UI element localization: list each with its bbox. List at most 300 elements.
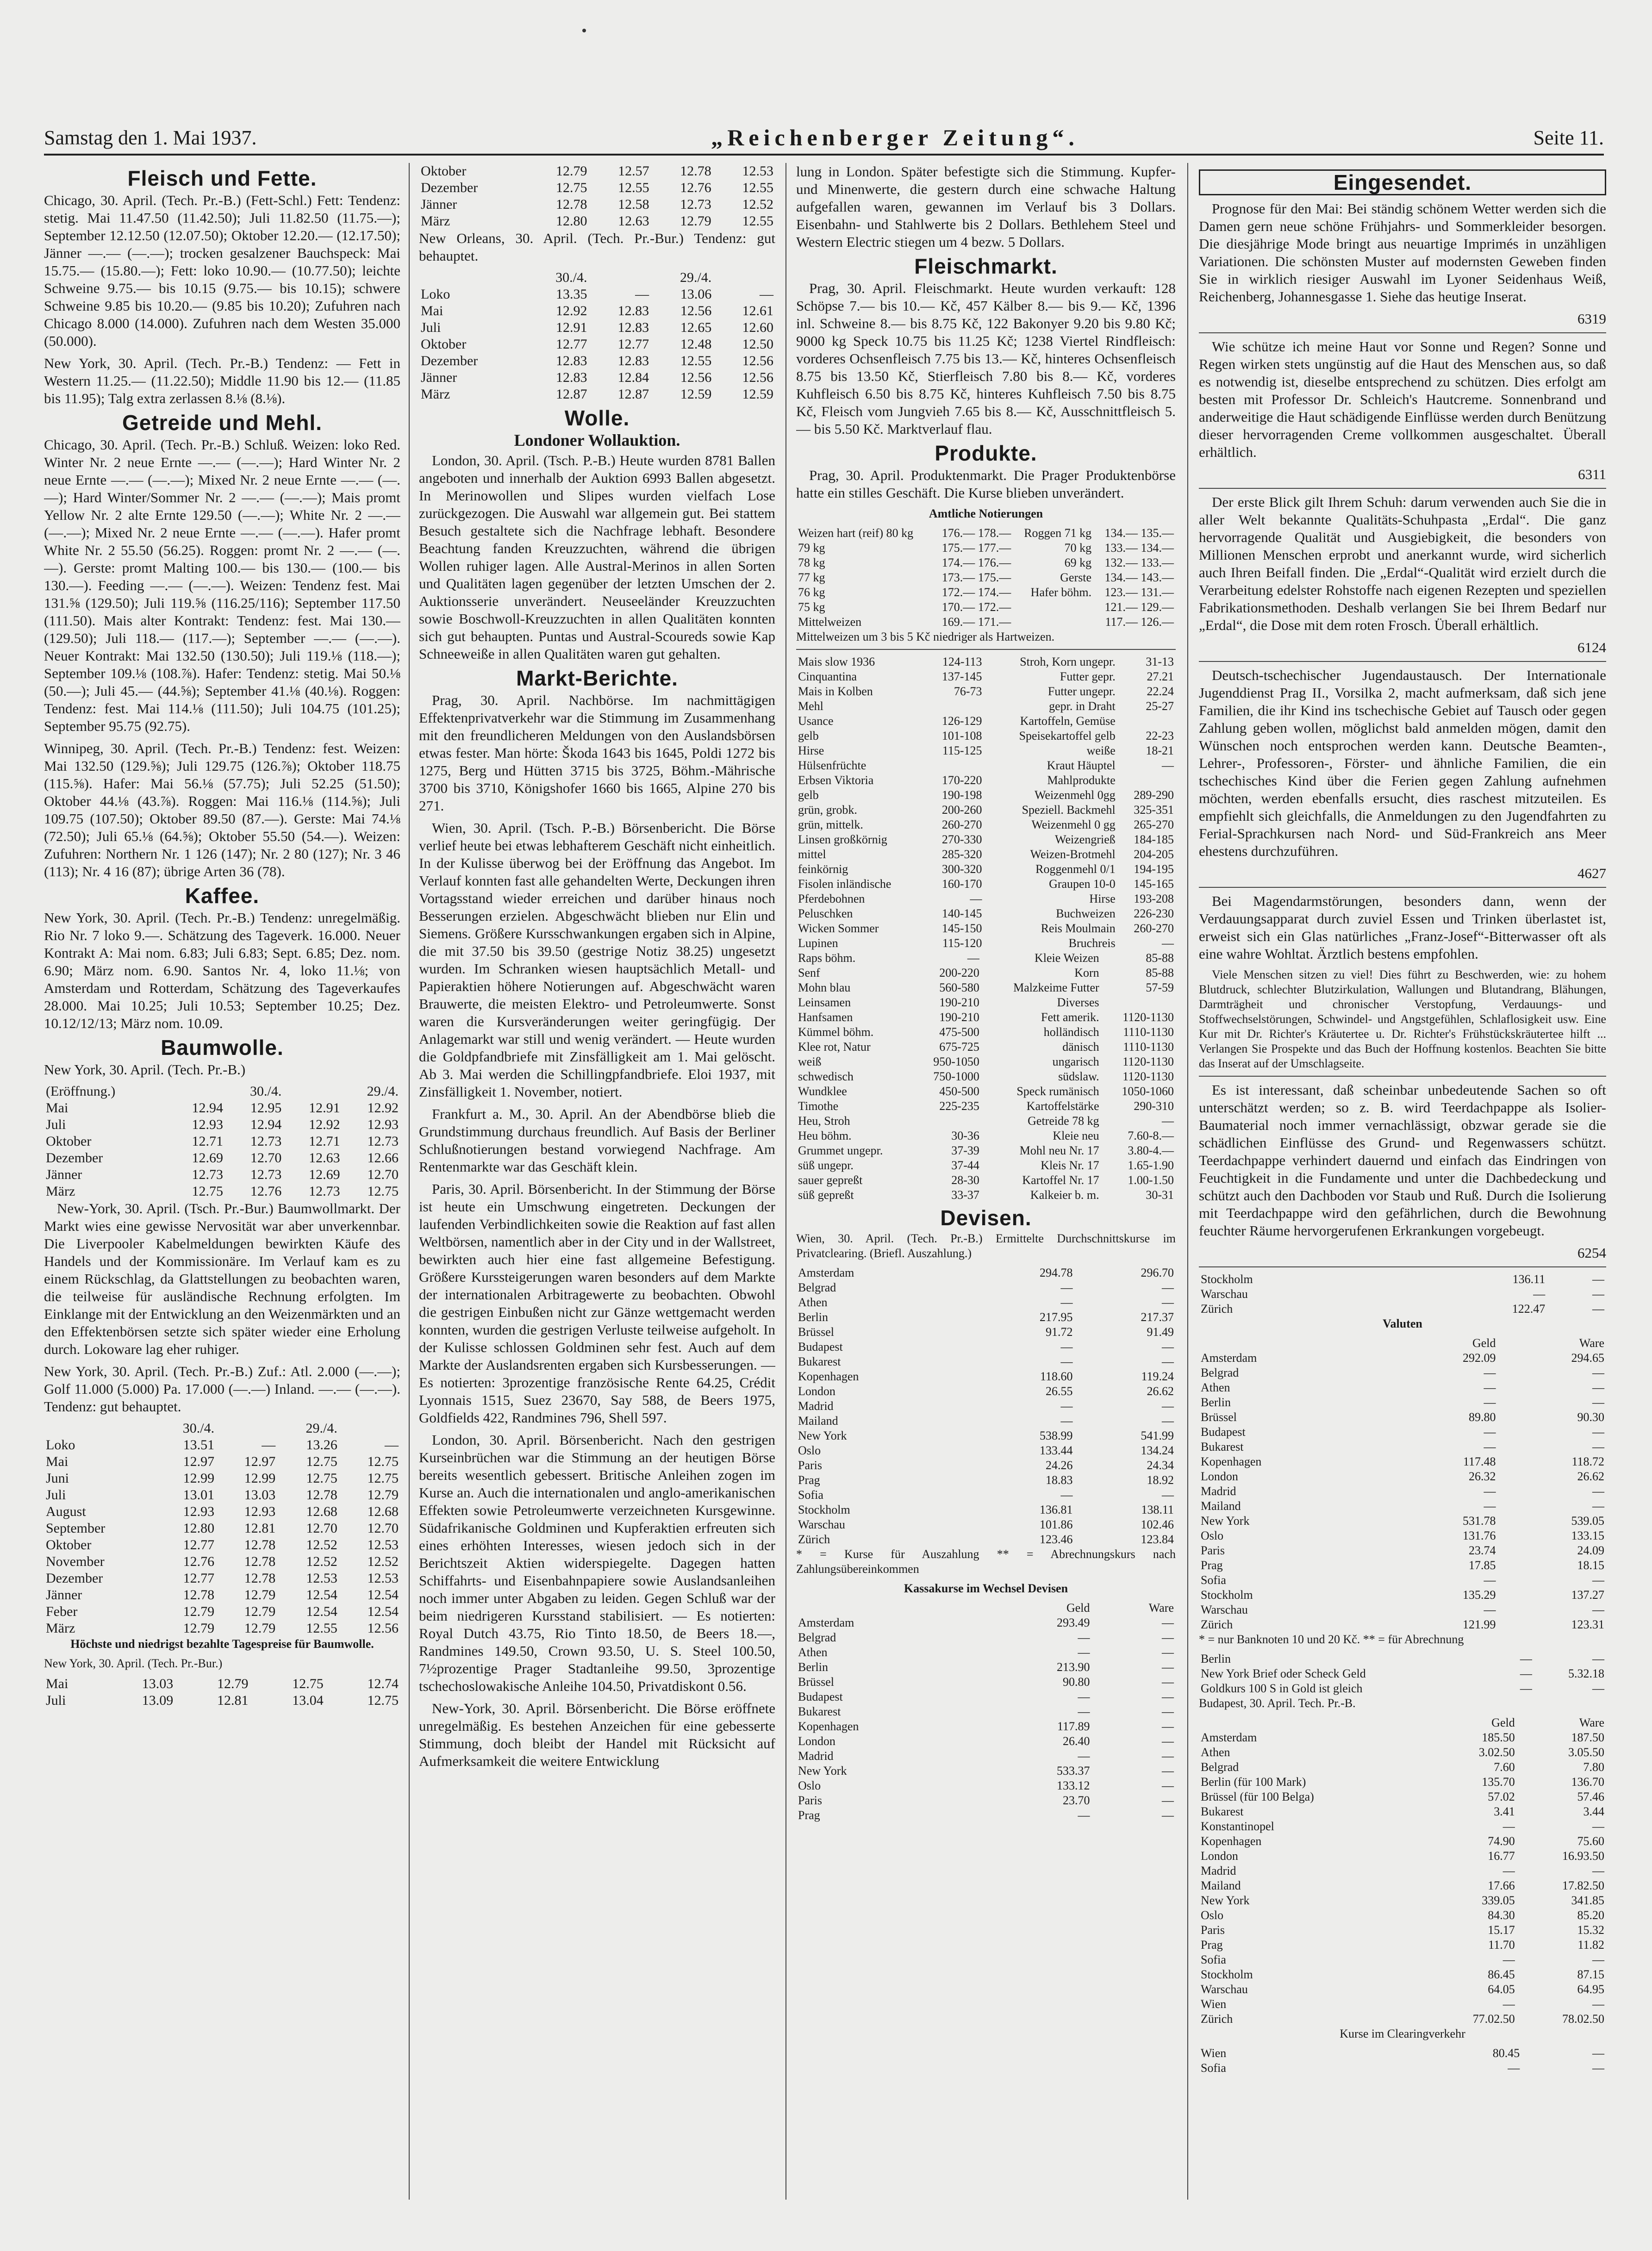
table-header-row [44, 1083, 400, 1100]
table-cell: 115-120 [942, 936, 982, 950]
table-row [796, 980, 1176, 995]
table-row [1199, 1380, 1606, 1395]
table-cell: 70 kg [1064, 541, 1092, 555]
table-cell: 57.46 [1577, 1790, 1604, 1803]
notice-number: 6311 [1578, 466, 1606, 482]
table-cell: 126-129 [941, 714, 982, 728]
table-header-cell: (Eröffnung.) [46, 1084, 116, 1099]
table-cell: 1120-1130 [1122, 1055, 1174, 1068]
row-label: Berlin [798, 1660, 828, 1674]
table-cell: 91.72 [1046, 1325, 1073, 1339]
table-cell: 12.79 [183, 1621, 215, 1636]
row-label: Linsen großkörnig [798, 833, 887, 846]
table-cell: 1.65-1.90 [1128, 1159, 1174, 1172]
table-cell: 12.56 [742, 370, 773, 385]
table-cell: 15.17 [1488, 1923, 1515, 1937]
notice-teerdachpappe: Es ist interessant, daß scheinbar unbedeutende Sachen so oft unterschätzt werden; so z. B. wird Teerdachpappe als Isolier-Baumaterial noch immer vernachlässigt, obzwar gerade sie die schädlichen Einflüsse des Grund- und Regenwassers schützt. Teerdachpappe verhindert dauernd und einfach das Eindringen von Feuchtigkeit in die Fundamente und unter die Dachbedeckung und schützt auch den Dachboden vor Staub und Ruß. Durch die Isolierung mit Teerdachpappe wird den gefährlichen, durch die Bewohnung feuchter Räume hervorgerufenen Erkrankungen vorgebeugt. [1199, 1082, 1606, 1239]
table-cell: 133.44 [1040, 1444, 1073, 1457]
table-devisen-top [1199, 1272, 1606, 1316]
table-cell: 270-330 [941, 833, 982, 846]
table-row [796, 1630, 1176, 1645]
table-cell: — [1484, 1381, 1496, 1394]
table-cell: 57.02 [1488, 1790, 1515, 1803]
table-row [1199, 1819, 1606, 1834]
table-cell: 260-270 [1134, 922, 1174, 935]
table-cell: — [1592, 1272, 1604, 1286]
table-row [1199, 1484, 1606, 1499]
row-label: Oktober [421, 337, 467, 352]
table-cell: 74.90 [1488, 1834, 1515, 1848]
table-cell: Kraut Häuptel [1047, 759, 1116, 772]
row-label: Oslo [1201, 1529, 1224, 1542]
table-cell: 12.73 [680, 197, 711, 212]
table-row [796, 1054, 1176, 1069]
table-cell: 12.54 [306, 1604, 337, 1619]
table-cell: 12.50 [742, 337, 773, 352]
table-cell: 12.69 [192, 1150, 224, 1166]
table-cell: 122.47 [1512, 1302, 1546, 1316]
table-row [796, 847, 1176, 862]
table-row [796, 541, 1176, 555]
row-label: März [421, 213, 450, 229]
table-header-cell [1199, 1336, 1389, 1351]
table-header-row [1199, 1715, 1606, 1730]
table-header-cell [1199, 1715, 1427, 1730]
table-cell: — [1162, 1631, 1174, 1644]
table-row [44, 1587, 400, 1603]
table-row [796, 995, 1176, 1010]
table-cell: 57-59 [1146, 981, 1174, 994]
row-label: Prag [1201, 1559, 1223, 1572]
table-cell: 26.55 [1046, 1384, 1073, 1398]
row-label: Oslo [798, 1444, 821, 1457]
table-cell: 102.46 [1141, 1518, 1174, 1531]
column-4 [1199, 163, 1606, 2200]
table-cell: — [1502, 1820, 1515, 1833]
table-cell: 123.— 131.— [1104, 586, 1174, 599]
table-row [796, 615, 1176, 630]
row-label: Paris [1201, 1923, 1225, 1937]
table-cell: 85-88 [1146, 951, 1174, 965]
table-cell: 12.92 [309, 1117, 340, 1132]
table-cell: 12.52 [306, 1554, 337, 1569]
article-kaffee: New York, 30. April. (Tech. Pr.-B.) Tendenz: unregelmäßig. Rio Nr. 7 loko 9.—. Schätzung des Tageverk. 16.000. Neuer Kontrakt A: Mai nom. 6.83; Juli 6.83; Sept. 6.85; Dez. nom. 6.90; März nom. 6.90. Santos Nr. 4, loko 11.⅛; von Amsterdam und Rotterdam, Schätzung des Tageverkaufes 28.000. Mai 10.25; Juli 10.53; September 10.25; Dez. 10.12/12/13; März nom. 10.09. [44, 910, 400, 1031]
table-row [1199, 2012, 1606, 2027]
table-row [1199, 1997, 1606, 2012]
table-cell: 18.83 [1046, 1473, 1073, 1487]
table-cell: 11.70 [1488, 1938, 1515, 1952]
table-cell: 101.86 [1040, 1518, 1073, 1531]
row-label: Jänner [46, 1587, 82, 1603]
table-cell: 12.54 [367, 1604, 399, 1619]
row-label: Loko [46, 1437, 75, 1453]
table-cell: 85-88 [1146, 966, 1174, 979]
table-cell: 290-310 [1134, 1099, 1174, 1113]
table-cell: 12.58 [618, 197, 649, 212]
row-label: Jänner [421, 197, 457, 212]
table-row [796, 862, 1176, 877]
row-label: Cinquantina [798, 670, 857, 683]
table-cell: 538.99 [1040, 1429, 1073, 1442]
table-cell: 145-165 [1134, 877, 1174, 891]
row-label: Sofia [1201, 1573, 1226, 1587]
row-label: Fisolen inländische [798, 877, 891, 891]
table-cell: 12.53 [306, 1571, 337, 1586]
table-cell: — [1162, 1764, 1174, 1777]
table-header-cell: 29./4. [305, 1421, 337, 1436]
table-row [796, 936, 1176, 951]
table-row [1199, 1666, 1606, 1681]
row-label: schwedisch [798, 1070, 854, 1083]
table-row [44, 1620, 400, 1637]
table-cell: 12.69 [309, 1167, 340, 1182]
table-row [796, 803, 1176, 817]
section-title-baumwolle: Baumwolle. [161, 1035, 284, 1060]
table-cell: 90.80 [1063, 1675, 1090, 1689]
table-row [796, 729, 1176, 743]
divider [1199, 488, 1606, 489]
table-cell: — [1502, 1953, 1515, 1966]
table-cell: 12.56 [367, 1621, 399, 1636]
table-cell: — [385, 1437, 399, 1453]
table-row [796, 1808, 1176, 1823]
row-label: New York Brief oder Scheck Geld [1201, 1667, 1366, 1680]
row-label: Stockholm [1201, 1588, 1253, 1602]
notice-number: 4627 [1577, 865, 1606, 881]
table-cell: 339.05 [1482, 1894, 1515, 1907]
table-cell: 260-270 [941, 818, 982, 831]
table-cell: — [1060, 1296, 1073, 1309]
table-cell: — [1592, 1864, 1604, 1877]
row-label: Dezember [421, 180, 478, 195]
table-row [796, 1645, 1176, 1660]
row-label: Prag [798, 1473, 820, 1487]
table-caption: Kassakurse im Wechsel Devisen [904, 1582, 1068, 1595]
row-label: Mohn blau [798, 981, 851, 994]
table-row [1199, 1617, 1606, 1632]
table-caption: Wien, 30. April. (Tech. Pr.-B.) Ermittelte Durchschnittskurse im Privatclearing. (Briefl. Auszahlung.) [796, 1232, 1176, 1260]
table-cell: Diverses [1057, 996, 1099, 1009]
table-cell: 1120-1130 [1122, 1070, 1174, 1083]
table-cell: 12.52 [367, 1554, 399, 1569]
row-label: Sofia [1201, 2061, 1226, 2075]
table-cell: 190-198 [941, 788, 982, 802]
row-label: Mailand [1201, 1879, 1241, 1892]
table-cell: 533.37 [1057, 1764, 1090, 1777]
table-cell: 12.63 [309, 1150, 340, 1166]
row-label: Mais in Kolben [798, 685, 873, 698]
table-cell: — [1162, 1646, 1174, 1659]
table-cell: 118.72 [1571, 1455, 1604, 1468]
table-cell: Futter ungepr. [1047, 685, 1116, 698]
article-prag: Prag, 30. April. Nachbörse. Im nachmittägigen Effektenprivatverkehr war die Stimmung im Zusammenhang mit den freundlicheren Meldungen von den Auslandsbörsen etwas fester. Man hörte: Škoda 1643 bis 1645, Poldi 1272 bis 1275, Berg und Hütten 3715 bis 3725, Böhm.-Mährische 3700 bis 3710, Königshofer 1660 bis 1665, Alpine 270 bis 271. [419, 692, 775, 814]
row-label: Wien [1201, 2046, 1227, 2060]
row-label: New York [1201, 1894, 1250, 1907]
table-row [796, 1749, 1176, 1764]
table-row [796, 906, 1176, 921]
table-cell: — [1520, 1652, 1532, 1665]
table-cell: 12.92 [367, 1100, 399, 1116]
table-row [419, 163, 775, 180]
row-label: Dezember [46, 1571, 103, 1586]
table-cell: 176.— 178.— [941, 526, 1011, 540]
table-cell: 89.80 [1469, 1410, 1496, 1424]
table-cell [915, 1114, 981, 1129]
table-cell: 30-31 [1146, 1188, 1174, 1202]
row-label: Paris [798, 1459, 822, 1472]
row-label: Wundklee [798, 1085, 847, 1098]
table-cell: — [1162, 1720, 1174, 1733]
table-row [44, 1487, 400, 1503]
row-label: süß ungepr. [798, 1159, 854, 1172]
table-cell: Kleie neu [1053, 1129, 1099, 1142]
table-row [796, 1690, 1176, 1704]
table-cell: 450-500 [939, 1085, 979, 1098]
table-caption: New Orleans, 30. April. (Tech. Pr.-Bur.) Tendenz: gut behauptet. [419, 230, 775, 264]
table-row [1199, 1395, 1606, 1410]
table-oelsaaten [796, 951, 1176, 1203]
table-row [44, 1520, 400, 1537]
article-getreide: Chicago, 30. April. (Tech. Pr.-B.) Schluß. Weizen: loko Red. Winter Nr. 2 neue Ernte —.— (—.—); Hard Winter Nr. 2 neue Ernte —.— (—.—); Mixed Nr. 2 neue Ernte —.— (—.—); Hard Winter/Sommer Nr. 2 —.— (—.—); Mais promt Yellow Nr. 2 alte Ernte 129.50 (—.—); White Nr. 2 —.— (—.—); Mixed Nr. 2 neue Ernte —.— (—.—). Hafer promt White Nr. 2 55.50 (56.25). Roggen: promt Nr. 2 —.— (—.—). Gerste: promt Malting 100.— bis 130.— (100.— bis 130.—). Feeding —.— (—.—). Weizen: Tendenz fest. Mai 131.⅝ (129.50); Juli 119.⅝ (116.25/116); September 117.50 (111.50). Mais alter Kontrakt: Tendenz: fest. Mai 130.— (129.50); Juli 118.— (117.—); September —.— (—.—). Neuer Kontrakt: Mai 132.50 (130.50); Juli 119.⅛ (118.—); September 109.⅛ (108.⅞). Hafer: Tendenz: stetig. Mai 50.⅛ (50.—); Juli 45.— (44.⅝); September 41.⅛ (40.⅛). Roggen: Tendenz: fest. Mai 114.⅛ (111.50); Juli 104.75 (101.25); September 95.75 (92.75). [44, 436, 400, 734]
page-header [44, 121, 1604, 156]
table-row [44, 1503, 400, 1520]
table-cell: 12.83 [617, 303, 649, 318]
issue-date: Samstag den 1. Mai 1937. [44, 126, 257, 149]
table-cell: dänisch [1062, 1040, 1099, 1054]
table-row [1199, 1952, 1606, 1967]
table-cell: 135.70 [1482, 1775, 1515, 1789]
table-cell: 86.45 [1488, 1968, 1515, 1981]
table-cell: 12.73 [250, 1167, 282, 1182]
table-cell: 12.99 [244, 1471, 276, 1486]
table-cell: — [1592, 1997, 1604, 2011]
table-cell: 12.75 [555, 180, 587, 195]
column-1 [44, 163, 400, 2200]
table-row [796, 1532, 1176, 1547]
table-cell: 13.26 [306, 1437, 337, 1453]
table-row [1199, 1790, 1606, 1804]
table-cell: 225-235 [939, 1099, 979, 1113]
row-label: Kopenhagen [1201, 1834, 1262, 1848]
table-cell: — [1162, 1794, 1174, 1807]
divider [1199, 1266, 1606, 1267]
table-cell: 133.— 134.— [1104, 541, 1174, 555]
table-cell: 12.63 [618, 213, 649, 229]
table-row [796, 1369, 1176, 1384]
table-cell: 12.97 [183, 1454, 215, 1469]
table-new-orleans [419, 269, 775, 403]
table-cell: Speziell. Backmehl [1022, 803, 1116, 817]
row-label: Madrid [1201, 1484, 1236, 1498]
table-cell: 12.53 [367, 1537, 399, 1553]
row-label: Dezember [421, 353, 478, 368]
table-cell: 12.70 [367, 1167, 399, 1182]
row-label: Mailand [1201, 1499, 1241, 1513]
row-label: Amsterdam [798, 1616, 854, 1629]
table-row [419, 386, 775, 403]
table-valuten [1199, 1336, 1606, 1632]
table-cell: — [1162, 1281, 1174, 1294]
table-cell: 300-320 [941, 862, 982, 876]
table-cell: 77.02.50 [1472, 2012, 1515, 2026]
row-label: Brüssel [1201, 1410, 1237, 1424]
table-row [796, 951, 1176, 966]
table-cell: 750-1000 [933, 1070, 979, 1083]
section-title-fleisch: Fleisch und Fette. [127, 166, 317, 190]
table-cell: 17.66 [1488, 1879, 1515, 1892]
notice-viele-menschen: Viele Menschen sitzen zu viel! Dies führt zu Beschwerden, wie: zu hohem Blutdruck, schlechter Blutzirkulation, Wallungen und Blutandrang, Blähungen, Darmträgheit und chronischer Verstopfung, Verdauungs- und Stoffwechselstörungen, Schwindel- und Angstgefühlen, Schlaflosigkeit usw. Eine Kur mit Dr. Richter's Kräutertee u. Dr. Richter's Frühstückskräutertee hilft ... Verlangen Sie Prospekte und das Buch der Hoffnung kostenlos. Beachten Sie bitte das Inserat auf der Umschlagseite. [1199, 968, 1606, 1070]
table-cell: — [1592, 1484, 1604, 1498]
page-number: Seite 11. [1533, 126, 1604, 149]
table-cell: 18.92 [1147, 1473, 1174, 1487]
table-row [796, 1173, 1176, 1188]
table-cell: 12.71 [309, 1134, 340, 1149]
table-cell: 5.32.18 [1568, 1667, 1604, 1680]
table-row [796, 1325, 1176, 1340]
table-cell: — [1592, 1953, 1604, 1966]
table-cell: — [1592, 2046, 1604, 2060]
notice-number: 6254 [1577, 1245, 1606, 1261]
table-cell: 11.82 [1577, 1938, 1604, 1952]
table-cell: — [1078, 1646, 1090, 1659]
table-cell: — [967, 951, 979, 965]
table-cell: Roggen 71 kg [1024, 526, 1092, 540]
column-rule [785, 163, 786, 2200]
row-label: Madrid [798, 1399, 834, 1413]
table-cell: — [1078, 1705, 1090, 1718]
table-row [44, 1100, 400, 1116]
row-label: März [46, 1621, 75, 1636]
table-row [1199, 1410, 1606, 1425]
table-cell: 64.95 [1577, 1983, 1604, 1996]
table-cell: 12.77 [183, 1537, 215, 1553]
table-cell: 531.78 [1463, 1514, 1496, 1528]
table-header-cell: 29./4. [367, 1084, 399, 1099]
table-row [44, 1470, 400, 1487]
row-label: London [1201, 1849, 1238, 1863]
row-label: Hanfsamen [798, 1010, 853, 1024]
table-cell: 13.06 [680, 287, 712, 302]
table-cell: — [1484, 1366, 1496, 1379]
row-label: Kopenhagen [798, 1370, 859, 1383]
row-label: Konstantinopel [1201, 1820, 1274, 1833]
table-cell: 341.85 [1571, 1894, 1604, 1907]
table-cell: 12.56 [742, 353, 773, 368]
table-cell: Fett amerik. [1041, 1010, 1099, 1024]
table-cell: 174.— 176.— [941, 556, 1011, 569]
table-row [1199, 1760, 1606, 1775]
table-cell: 12.92 [556, 303, 587, 318]
table-row [796, 1734, 1176, 1749]
table-row [796, 817, 1176, 832]
table-cell: 18-21 [1146, 744, 1174, 757]
table-devisen [796, 1266, 1176, 1547]
table-cell: — [970, 892, 982, 905]
row-label: Oslo [1201, 1908, 1224, 1922]
row-label: London [798, 1384, 835, 1398]
table-row [796, 1354, 1176, 1369]
row-label: Amsterdam [1201, 1351, 1257, 1365]
section-title-devisen: Devisen. [940, 1206, 1032, 1230]
table-cell: 226-230 [1134, 907, 1174, 920]
table-cell: 1050-1060 [1122, 1085, 1174, 1098]
table-row [1199, 1351, 1606, 1366]
table-header-cell [796, 1601, 985, 1615]
table-note: * = Kurse für Auszahlung ** = Abrechnungskurs nach Zahlungsübereinkommen [796, 1547, 1176, 1576]
table-cell: — [760, 287, 773, 302]
table-cell: 22.24 [1147, 685, 1174, 698]
table-row [796, 1025, 1176, 1040]
table-cell: 134.— 135.— [1104, 526, 1174, 540]
table-cell: 26.32 [1469, 1470, 1496, 1483]
table-cell: — [1162, 936, 1174, 950]
table-cell: 7.80 [1583, 1760, 1604, 1774]
table-cell: Kalkeier b. m. [1030, 1188, 1099, 1202]
column-3 [796, 163, 1176, 2200]
table-row [796, 555, 1176, 570]
table-cell: 12.78 [306, 1487, 337, 1503]
table-row [796, 1295, 1176, 1310]
table-budapest-clearing [1199, 2046, 1606, 2076]
table-header-row [419, 269, 775, 286]
row-label: Brüssel [798, 1675, 834, 1689]
row-label: Amsterdam [1201, 1731, 1257, 1744]
table-cell: 133.15 [1571, 1529, 1604, 1542]
row-label: Bukarest [798, 1705, 841, 1718]
table-cell: 87.15 [1577, 1968, 1604, 1981]
table-cell: Gerste [1060, 571, 1092, 584]
table-cell: 185.50 [1482, 1731, 1515, 1744]
table-cell: 12.79 [680, 213, 711, 229]
table-row [796, 832, 1176, 847]
table-row [796, 1414, 1176, 1428]
table-header-cell: 30./4. [555, 270, 587, 285]
table-cell: 123.46 [1040, 1533, 1073, 1546]
table-cell: 12.78 [244, 1571, 276, 1586]
table-cell: — [1162, 1779, 1174, 1792]
table-cell: — [1060, 1355, 1073, 1368]
row-label: Amsterdam [798, 1266, 854, 1279]
row-label: Erbsen Viktoria [798, 773, 874, 787]
table-row [796, 1280, 1176, 1295]
article-newyork-fett: New York, 30. April. (Tech. Pr.-B.) Tendenz: — Fett in Western 11.25.— (11.22.50); Middle 11.90 bis 12.— (11.85 bis 11.95); Talg extra zerlassen 8.⅛ (8.⅛). [44, 355, 400, 406]
row-label: Berlin (für 100 Mark) [1201, 1775, 1306, 1789]
table-cell: 160-170 [941, 877, 982, 891]
row-label: Budapest [1201, 1425, 1246, 1439]
row-label: Zürich [1201, 2012, 1233, 2026]
table-row [1199, 2046, 1606, 2061]
table-cell: 12.75 [367, 1471, 399, 1486]
table-caption: Amtliche Notierungen [929, 507, 1043, 520]
table-cell: — [635, 287, 649, 302]
row-label: Warschau [1201, 1983, 1248, 1996]
table-row [796, 1129, 1176, 1143]
row-label: London [798, 1734, 835, 1748]
table-row [419, 196, 775, 213]
column-rule [1187, 163, 1188, 2200]
section-title-marktberichte: Markt-Berichte. [516, 666, 678, 690]
table-cell: — [1162, 1734, 1174, 1748]
table-cell: 193-208 [1134, 892, 1174, 905]
table-row [44, 1453, 400, 1470]
table-cell: 25-27 [1146, 699, 1174, 713]
table-cell: 12.57 [618, 163, 649, 179]
row-label: Juli [46, 1693, 66, 1708]
table-caption: New York, 30. April. (Tech. Pr.-B.) [44, 1061, 246, 1078]
table-cell: 169.— 171.— [941, 615, 1011, 629]
table-cell: 12.52 [742, 197, 773, 212]
table-cell: weiße [1086, 744, 1116, 757]
